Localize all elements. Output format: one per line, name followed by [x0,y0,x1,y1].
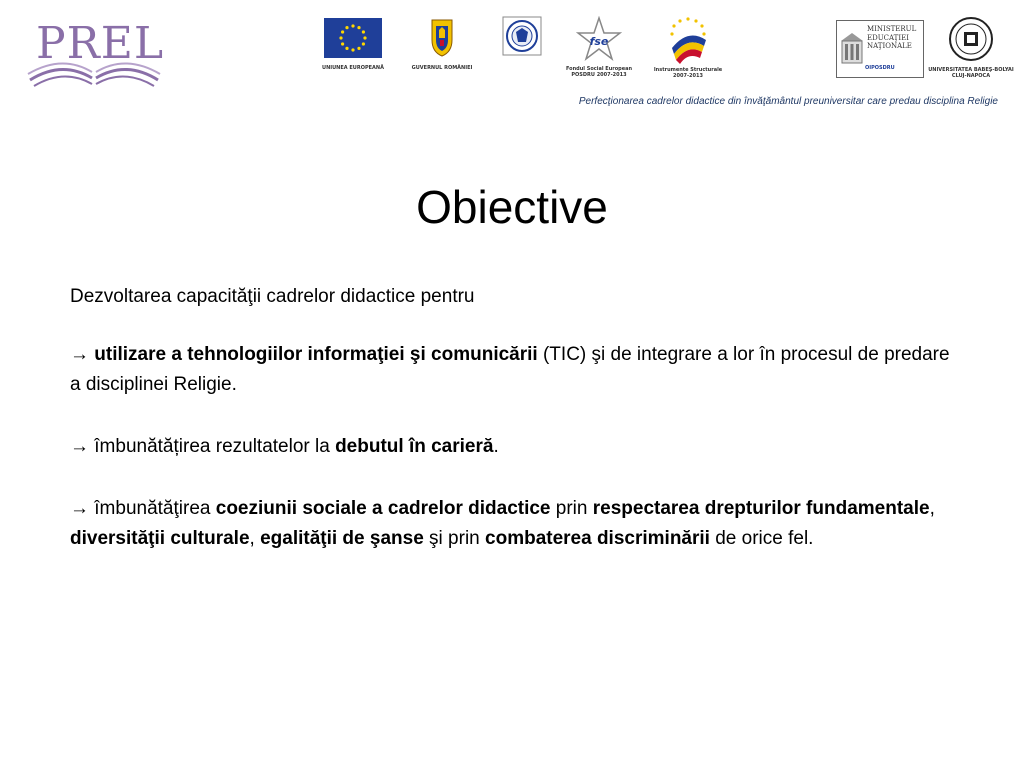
objective-3-emphasis-3: diversităţii culturale [70,528,250,549]
eu-caption: UNIUNEA EUROPEANĂ [322,65,384,71]
ubb-caption-line1: UNIVERSITATEA BABEŞ-BOLYAI [928,67,1014,73]
fse-caption-line1: Fondul Social European [565,66,633,72]
ubb-logo [928,16,1014,79]
objective-3-emphasis-5: combaterea discriminării [485,528,710,549]
structural-instruments-caption [652,67,724,79]
prel-logo-text: PREL [36,18,165,69]
ubb-seal-icon [948,16,994,62]
intro-paragraph: Dezvoltarea capacităţii cadrelor didactice pentru [70,286,475,307]
objective-3-text-2: prin [550,498,593,519]
institution-seal-logo [502,16,542,56]
arrow-icon: → [70,344,95,365]
project-tagline: Perfecţionarea cadrelor didactice din învăţământul preuniversitar care predau disciplina Religie [578,96,998,107]
ministry-education-logo [836,20,924,78]
objective-3-emphasis-2: respectarea drepturilor fundamentale [592,498,930,519]
objective-3-emphasis-1: coeziunii sociale a cadrelor didactice [215,498,551,519]
objective-item-3 [70,494,950,554]
is-caption-line1: Instrumente Structurale [653,67,723,73]
coat-of-arms-icon [428,16,456,58]
government-logo [411,16,473,71]
objective-3-text-3: , [929,498,935,519]
objective-1-emphasis: utilizare a tehnologiilor informaţiei şi comunicării [94,344,538,365]
objective-2-end: . [493,436,499,457]
objective-2-text: îmbunătățirea rezultatelor la [94,436,336,457]
eu-logo [322,18,384,71]
open-book-icon [26,18,165,92]
prel-logo [26,18,165,92]
slide-body [70,282,950,554]
government-caption: GUVERNUL ROMÂNIEI [411,65,473,71]
objective-3-text-6: de orice fel. [709,528,814,549]
ubb-caption [926,67,1016,79]
objective-3-text-1: îmbunătăţirea [94,498,216,519]
arrow-icon: → [70,436,95,457]
is-caption-line2: 2007-2013 [673,73,703,79]
structural-instruments-icon [662,14,714,66]
oiposdru-label: OIPOSDRU [865,65,895,71]
ministry-education-name: MINISTERUL EDUCAŢIEI NAŢIONALE [867,25,917,50]
fse-caption-line2: POSDRU 2007-2013 [571,72,627,78]
objective-item-2 [70,432,950,462]
slide-title: Obiective [416,181,608,233]
eu-flag-icon [324,18,382,58]
ministry-building-icon [839,29,865,69]
fse-caption [560,66,638,78]
objective-item-1 [70,340,950,400]
objective-3-text-4: , [249,528,261,549]
seal-icon [502,16,542,56]
objective-2-emphasis: debutul în carieră [335,436,494,457]
objective-3-text-5: şi prin [423,528,486,549]
arrow-icon: → [70,498,95,519]
fse-logo [565,16,633,78]
structural-instruments-logo [653,14,723,79]
objective-3-emphasis-4: egalităţii de şanse [260,528,424,549]
objective-1-text: (TIC) şi de integrare a lor în procesul de predare a disciplinei Religie. [70,344,950,395]
fse-star-icon [576,16,622,62]
ubb-caption-line2: CLUJ-NAPOCA [951,73,991,79]
fse-mark-text: fse [589,35,609,48]
